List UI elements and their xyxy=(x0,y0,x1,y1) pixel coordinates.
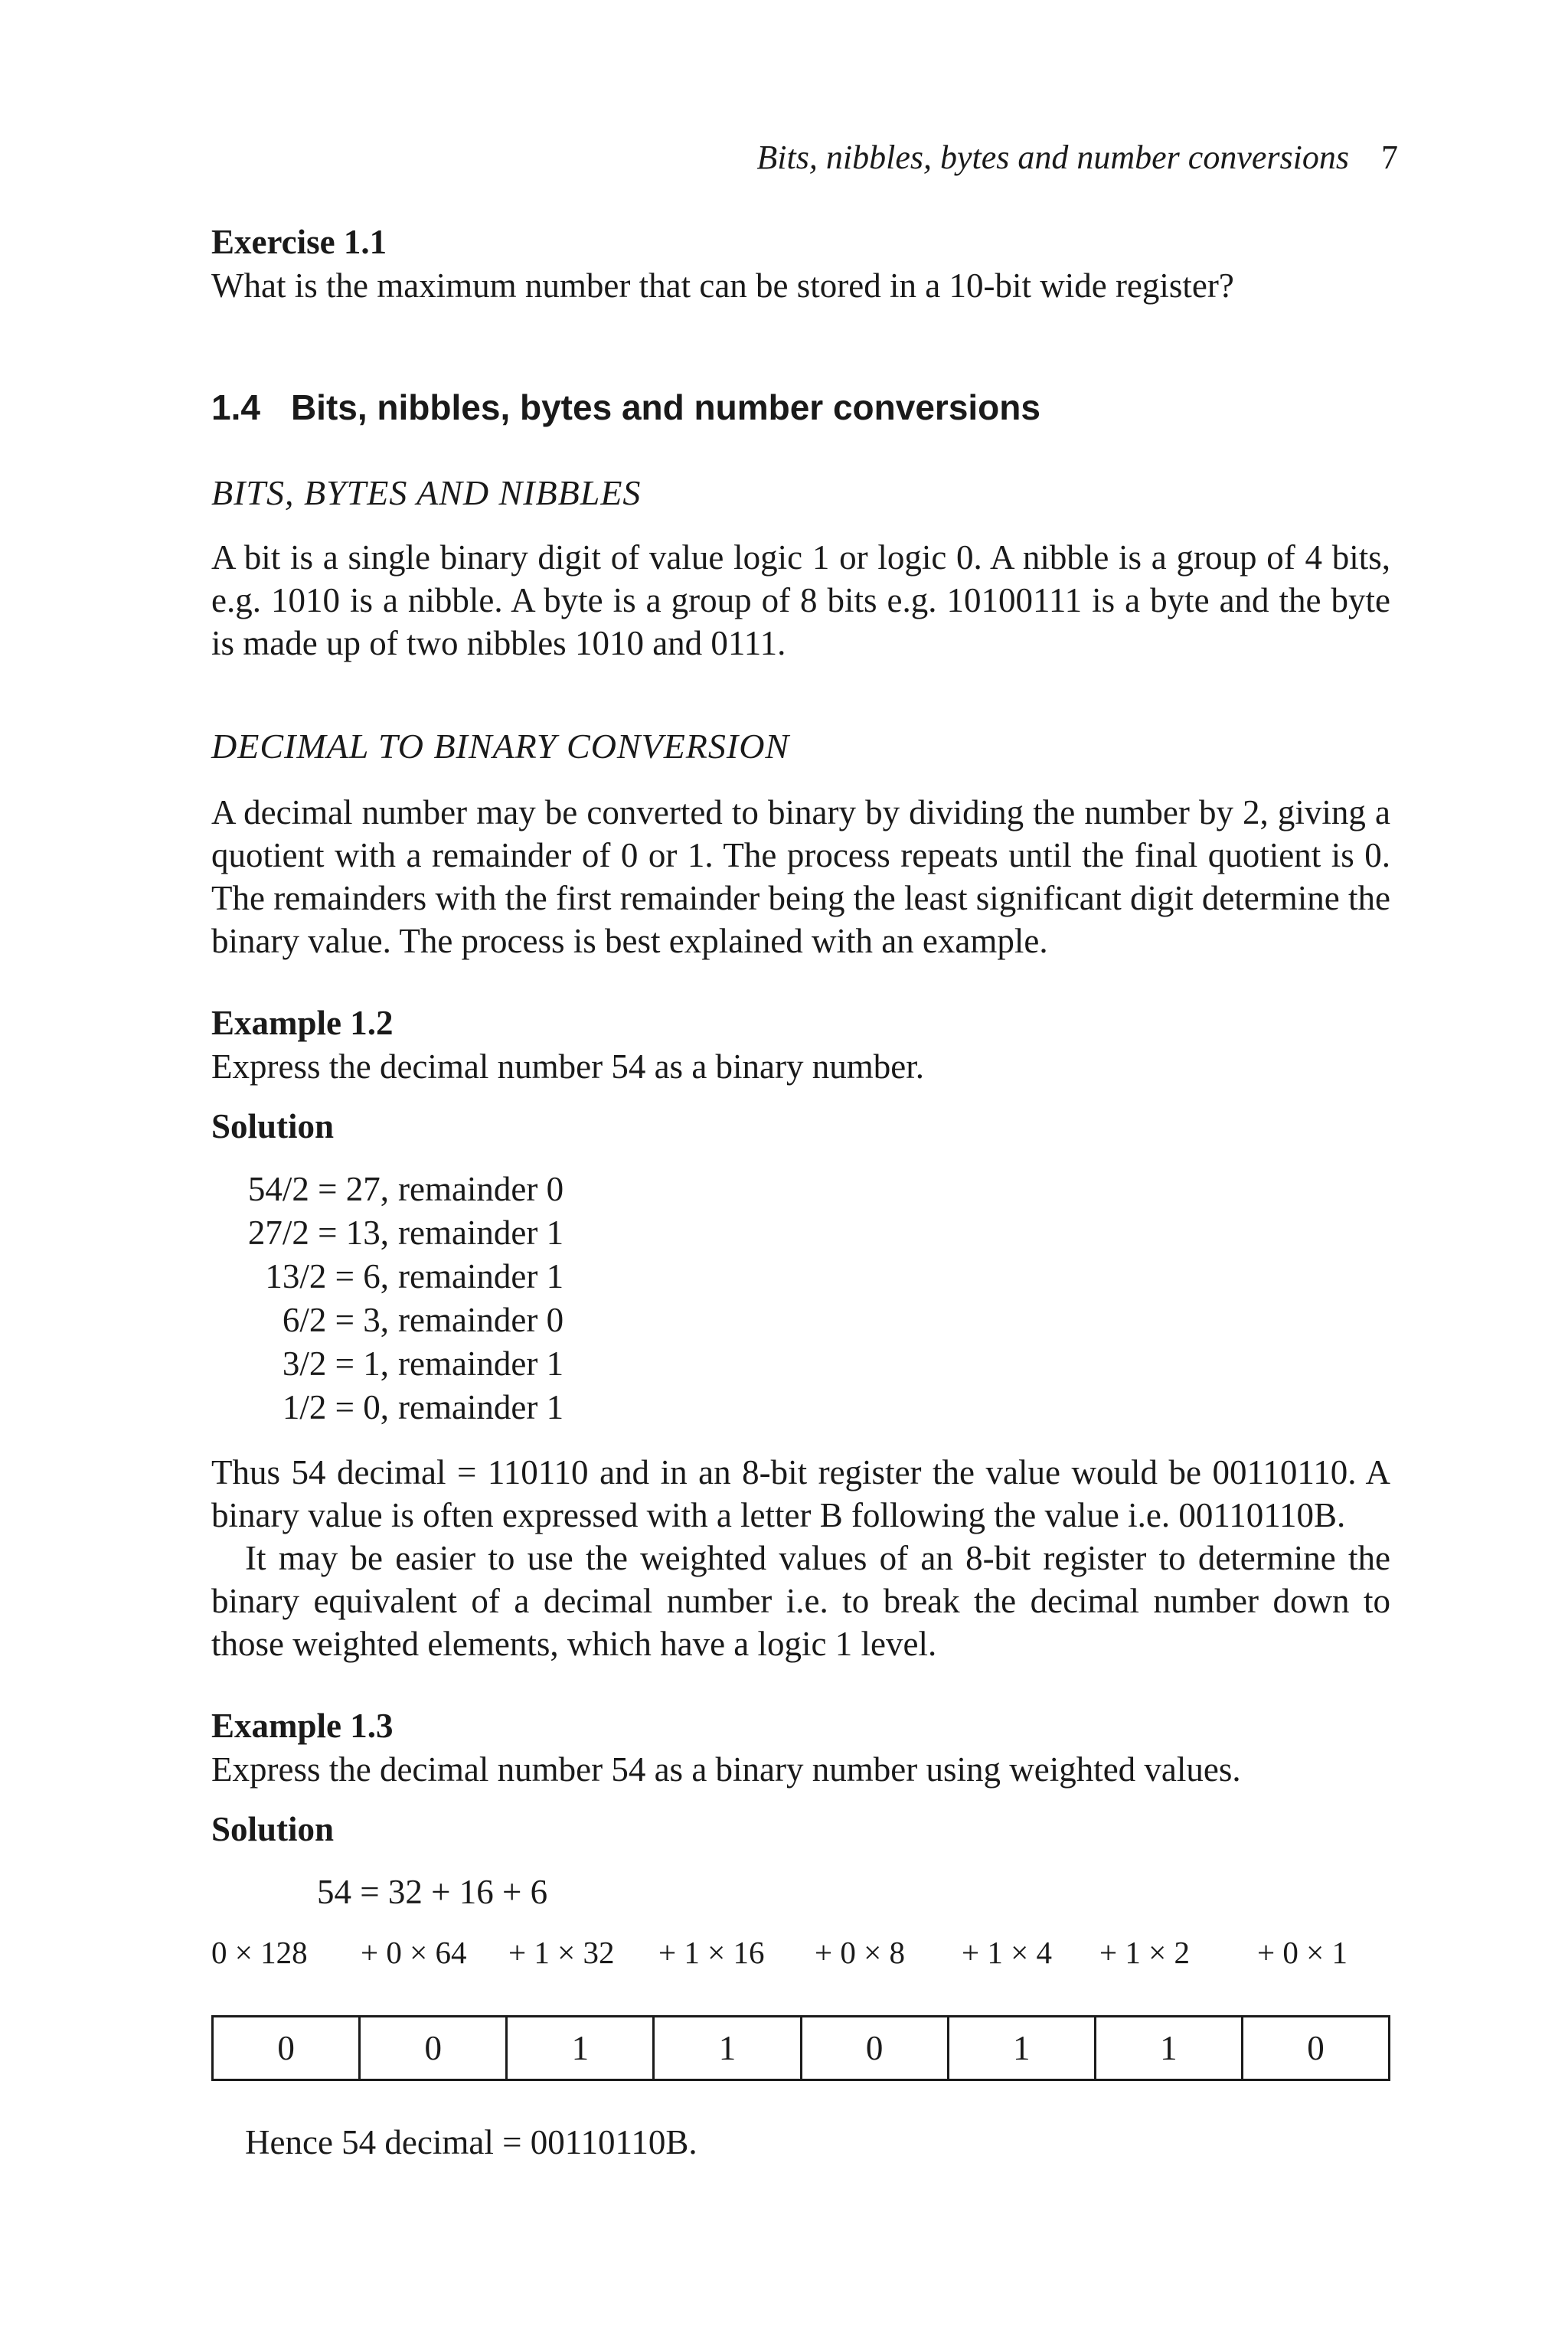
division-steps xyxy=(199,1168,564,1429)
weight-term: + 1 × 4 xyxy=(962,1935,1052,1970)
bit-cell: 0 xyxy=(801,2017,948,2080)
weight-term: 0 × 128 xyxy=(211,1935,308,1970)
example-1-3-label: Example 1.3 xyxy=(211,1707,394,1745)
weighted-equation: 54 = 32 + 16 + 6 xyxy=(317,1873,548,1911)
example-1-3-question: Express the decimal number 54 as a binary number using weighted values. xyxy=(211,1750,1241,1789)
division-step: 27/2 = 13, remainder 1 xyxy=(247,1214,564,1252)
running-title: Bits, nibbles, bytes and number conversions xyxy=(756,139,1349,176)
division-step: 1/2 = 0, remainder 1 xyxy=(282,1388,564,1426)
bit-cell: 1 xyxy=(948,2017,1095,2080)
bit-cell: 0 xyxy=(1242,2017,1389,2080)
example-1-2-question: Express the decimal number 54 as a binary number. xyxy=(211,1047,924,1086)
subheading-bits-bytes: BITS, BYTES AND NIBBLES xyxy=(211,473,642,512)
bit-cell: 0 xyxy=(213,2017,360,2080)
weight-term: + 1 × 32 xyxy=(508,1935,615,1970)
weight-term: + 1 × 2 xyxy=(1099,1935,1190,1970)
section-heading xyxy=(211,387,1040,428)
example-1-2-label: Example 1.2 xyxy=(211,1004,394,1042)
division-step: 6/2 = 3, remainder 0 xyxy=(282,1301,564,1339)
section-title: Bits, nibbles, bytes and number conversions xyxy=(290,387,1040,427)
example-1-2-solution-label: Solution xyxy=(211,1107,335,1145)
weights-row xyxy=(211,1934,1360,1980)
exercise-label: Exercise 1.1 xyxy=(211,223,387,261)
subheading-decimal-to-binary: DECIMAL TO BINARY CONVERSION xyxy=(211,727,790,766)
division-step: 3/2 = 1, remainder 1 xyxy=(282,1344,564,1383)
example-1-3-solution-label: Solution xyxy=(211,1810,335,1848)
bit-cell: 1 xyxy=(654,2017,801,2080)
weight-term: + 1 × 16 xyxy=(658,1935,765,1970)
bit-cell: 1 xyxy=(1095,2017,1242,2080)
example-1-3-result: Hence 54 decimal = 00110110B. xyxy=(245,2123,697,2161)
bit-register-table xyxy=(211,2015,1390,2081)
division-step: 54/2 = 27, remainder 0 xyxy=(247,1170,564,1208)
example-1-2-conclusion: Thus 54 decimal = 110110 and in an 8-bit register the value would be 00110110. A binary value is often expressed with a letter B following the value i.e. 00110110B. xyxy=(211,1453,1390,1534)
page-number: 7 xyxy=(1381,139,1398,176)
weighted-values-paragraph: It may be easier to use the weighted values of an 8-bit register to determine the binary equivalent of a decimal number i.e. to break the decimal number down to those weighted elements, which have a logic 1 level. xyxy=(211,1539,1390,1663)
section-number: 1.4 xyxy=(211,387,260,427)
weight-term: + 0 × 8 xyxy=(815,1935,905,1970)
weight-term: + 0 × 64 xyxy=(361,1935,467,1970)
division-step: 13/2 = 6, remainder 1 xyxy=(265,1257,564,1295)
bit-cell: 0 xyxy=(360,2017,507,2080)
weight-term: + 0 × 1 xyxy=(1257,1935,1348,1970)
bits-bytes-paragraph: A bit is a single binary digit of value logic 1 or logic 0. A nibble is a group of 4 bits, e.g. 1010 is a nibble. A byte is a group of 8 bits e.g. 10100111 is a byte and the byte is made up of two nibbles 1010 and 0111. xyxy=(211,538,1390,662)
exercise-text: What is the maximum number that can be stored in a 10-bit wide register? xyxy=(211,266,1234,305)
decimal-to-binary-paragraph: A decimal number may be converted to binary by dividing the number by 2, giving a quotient with a remainder of 0 or 1. The process repeats until the final quotient is 0. The remainders with the first remainder being the least significant digit determine the binary value. The process is best explained with an example. xyxy=(211,793,1390,960)
bit-cell: 1 xyxy=(507,2017,654,2080)
running-header xyxy=(756,138,1398,177)
table-row xyxy=(213,2017,1390,2080)
